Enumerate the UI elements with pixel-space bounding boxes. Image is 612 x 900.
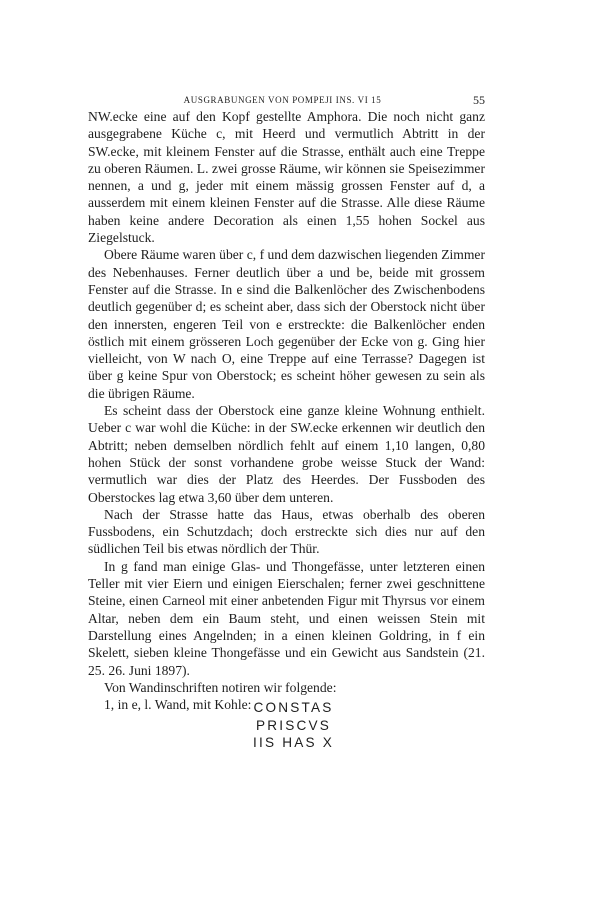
inscription-line: IIS HAS X xyxy=(253,735,334,750)
inscription-line: PRISCVS xyxy=(255,717,332,733)
wall-inscription xyxy=(88,699,485,752)
paragraph: Nach der Strasse hatte das Haus, etwas oberhalb des oberen Fussbodens, ein Schutzdach; doch erstreckte sich dies nur auf den südlichen Teil bis etwas nördlich der Thür. xyxy=(88,506,485,557)
inscription-line: CONSTAS xyxy=(253,700,334,715)
running-header xyxy=(80,95,485,109)
paragraph: Es scheint dass der Oberstock eine ganze kleine Wohnung enthielt. Ueber c war wohl die Küche: in der SW.ecke erkennen wir deutlich den Abtritt; neben demselben nördlich fehlt auf einem 1,10 langen, 0,80 hohen Stück der sonst vorhandene grobe weisse Stuck der Wand: vermutlich war dies der Platz des Heerdes. Der Fussboden des Oberstockes lag etwa 3,60 über dem unteren. xyxy=(88,403,485,505)
paragraph: 1, in e, l. Wand, mit Kohle: xyxy=(104,697,252,713)
paragraph: Von Wandinschriften notiren wir folgende: xyxy=(104,679,337,695)
paragraph: In g fand man einige Glas- und Thongefässe, unter letzteren einen Teller mit vier Eiern und einigen Eierschalen; ferner zwei geschnittene Steine, einen Carneol mit einer anbetenden Figur mit Thyrsus vor einem Altar, neben dem ein Baum steht, und einen weissen Stein mit Darstellung eines Angelnden; in a einen kleinen Goldring, in f ein Skelett, sieben kleine Thongefässe und ein Gewicht aus Sandstein (21. 25. 26. Juni 1897). xyxy=(88,558,485,678)
paragraph: Obere Räume waren über c, f und dem dazwischen liegenden Zimmer des Nebenhauses. Ferner deutlich über a und be, beide mit grossem Fenster auf die Strasse. In e sind die Balkenlöcher des Zwischenbodens deutlich gegenüber d; es scheint aber, dass sich der Oberstock nicht über den innersten, engeren Teil von e erstreckte: die Balkenlöcher enden östlich mit einem grösseren Loch gegenüber der Ecke von g. Ging hier vielleicht, von W nach O, eine Treppe auf eine Terrasse? Dagegen ist über g keine Spur von Oberstock; es scheint höher gewesen zu sein als die übrigen Räume. xyxy=(88,247,485,401)
running-title: AUSGRABUNGEN VON POMPEJI INS. VI 15 xyxy=(183,95,382,105)
body-text xyxy=(88,108,485,713)
paragraph: NW.ecke eine auf den Kopf gestellte Amphora. Die noch nicht ganz ausgegrabene Küche c, mit Heerd und vermutlich Abtritt in der SW.ecke, mit kleinem Fenster auf die Strasse, enthält auch eine Treppe zu oberen Räumen. L. zwei grosse Räume, wir können sie Speisezimmer nennen, a und g, jeder mit einem mässig grossen Fenster auf d, a ausserdem mit einem kleinen Fenster auf die Strasse. Alle diese Räume haben keine andere Decoration als einen 1,55 hohen Sockel aus Ziegelstuck. xyxy=(88,109,485,246)
page-number: 55 xyxy=(473,93,485,107)
